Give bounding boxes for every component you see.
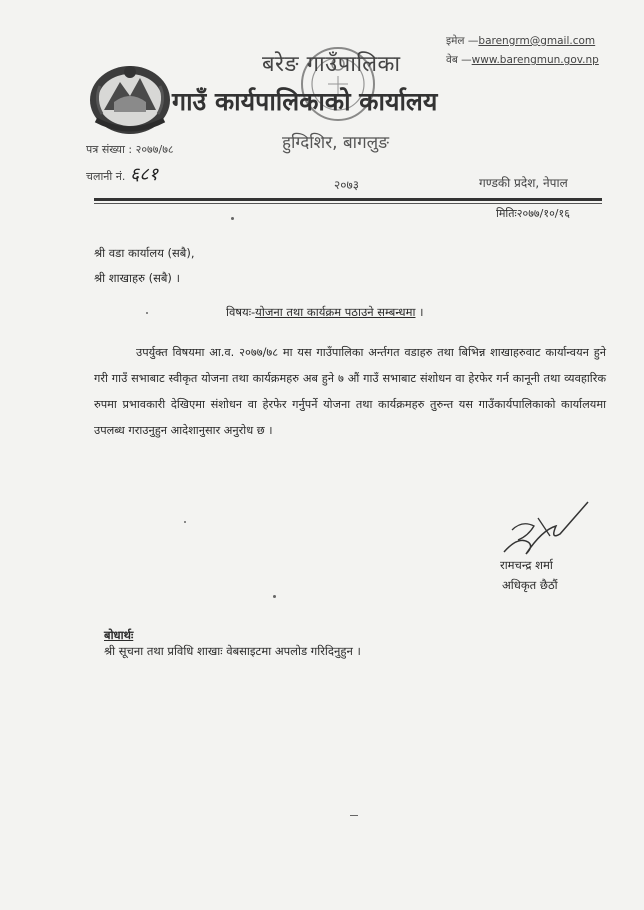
signatory-name: रामचन्द्र शर्मा: [500, 558, 553, 572]
website-link[interactable]: www.barengmun.gov.np: [471, 54, 599, 66]
header-divider: [94, 198, 602, 201]
recipient-line: श्री शाखाहरु (सबै) ।: [94, 271, 180, 285]
signature-icon: [498, 496, 594, 562]
established-year: २०७३: [334, 178, 359, 192]
office-address: हुग्दिशिर, बागलुङ: [282, 133, 389, 153]
recipient-line: श्री वडा कार्यालय (सबै),: [94, 246, 195, 260]
scan-speck: [350, 815, 358, 816]
email-link[interactable]: barengrm@gmail.com: [478, 35, 596, 47]
website-row: [446, 53, 599, 67]
signatory-title: अधिकृत छैठौं: [502, 578, 558, 592]
cc-line: श्री सूचना तथा प्रविधि शाखाः वेबसाइटमा अपलोड गरिदिनुहुन ।: [104, 644, 361, 658]
cc-heading: बोधार्थः: [104, 628, 134, 642]
letter-date: मितिः२०७७/१०/१६: [496, 207, 570, 220]
dispatch-label: चलानी नं.: [86, 170, 126, 183]
email-row: [446, 34, 595, 48]
province-label: गण्डकी प्रदेश, नेपाल: [479, 176, 568, 190]
subject-prefix: विषयः-: [226, 305, 256, 319]
scan-speck: [184, 521, 186, 523]
scan-speck: [231, 217, 234, 220]
subject-suffix: ।: [415, 305, 424, 319]
office-name: बरेङ गाउँपालिका: [262, 52, 401, 77]
nepal-emblem-icon: [86, 60, 174, 136]
subject-text: योजना तथा कार्यक्रम पठाउने सम्बन्धमा: [255, 305, 416, 319]
scan-speck: [273, 595, 276, 598]
scan-speck: [146, 312, 148, 314]
subject-line: [226, 305, 424, 320]
header-divider-thin: [94, 203, 602, 204]
dispatch-number: ६८१: [130, 164, 159, 185]
office-title: गाउँ कार्यपालिकाको कार्यालय: [172, 87, 438, 116]
website-label: वेब —: [446, 54, 472, 66]
letter-body: उपर्युक्त विषयमा आ.व. २०७७/७८ मा यस गाउँपालिका अर्न्तगत वडाहरु तथा बिभिन्न शाखाहरुवाट कार्यान्वयन हुने गरी गाउँ सभाबाट स्वीकृत योजना तथा कार्यक्रमहरु अब हुने ७ औं गाउँ सभाबाट संशोधन वा हेरफेर गर्न कानूनी तथा व्यवहारिक रुपमा प्रभावकारी देखिएमा संशोधन वा हेरफेर गर्नुपर्ने योजना तथा कार्यक्रमहरु तुरुन्त यस गाउँकार्यपालिकाको कार्यालयमा उपलब्ध गराउनुहुन आदेशानुसार अनुरोध छ ।: [94, 346, 606, 437]
reference-number: पत्र संख्या : २०७७/७८: [86, 143, 174, 156]
email-label: इमेल —: [446, 35, 479, 47]
